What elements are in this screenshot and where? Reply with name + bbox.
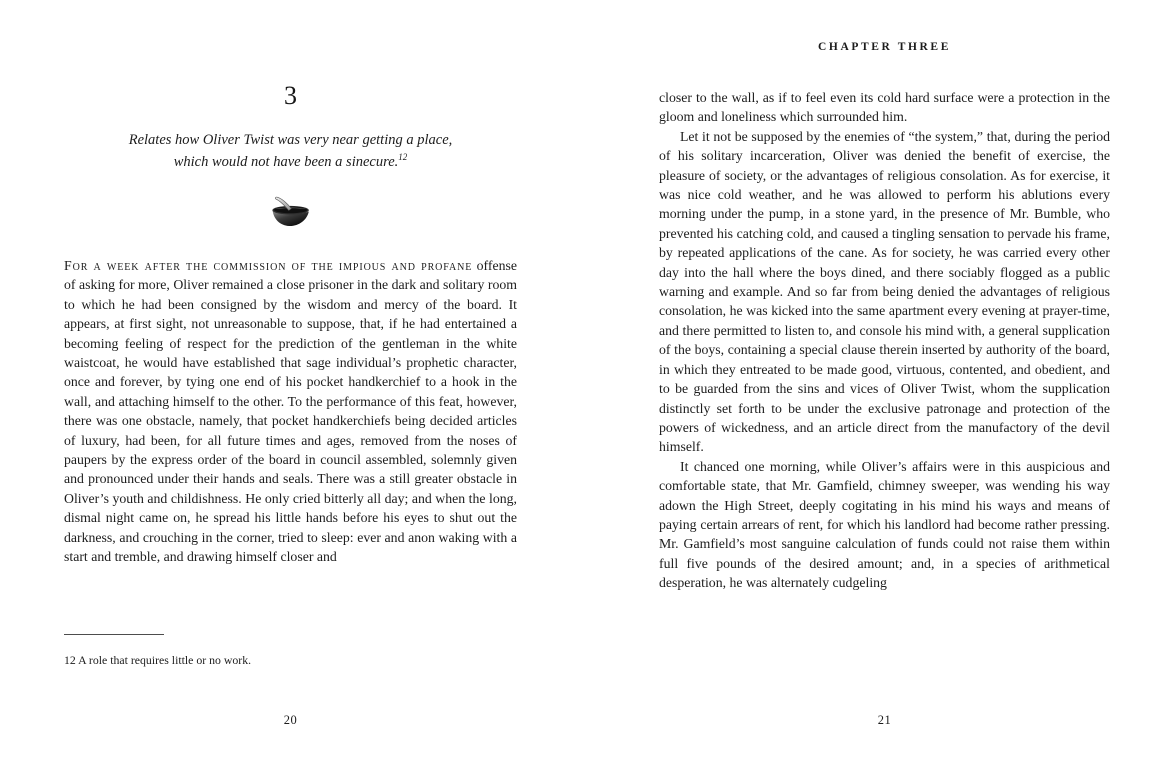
subtitle-footnote-reference: 12 — [398, 151, 408, 162]
body-paragraph-text: offense of asking for more, Oliver remained a close prisoner in the dark and solitary room to which he had been consigned by the wisdom and mercy of the board. It appears, at first sight, not unreasonable to suppose, that, if he had entertained a becoming feeling of respect for the prediction of the gentleman in the white waistcoat, he would have established that sage individual’s prophetic character, once and forever, by tying one end of his pocket handkerchief to a hook in the wall, and attaching himself to the other. To the performance of this feat, however, there was one obstacle, namely, that pocket handkerchiefs being decided articles of luxury, had been, for all future times and ages, removed from the noses of paupers by the express order of the board in council assembled, solemnly given and pronounced under their hands and seals. There was a still greater obstacle in Oliver’s youth and childishness. He only cried bitterly all day; and when the long, dismal night came on, he spread his little hands before his eyes to shut out the darkness, and crouching in the corner, tried to sleep: ever and anon waking with a start and tremble, and drawing himself closer and — [64, 258, 517, 565]
right-page — [659, 0, 1110, 768]
porridge-bowl-icon — [267, 194, 315, 231]
body-paragraph: Let it not be supposed by the enemies of “the system,” that, during the period of his solitary incarceration, Oliver was denied the benefit of exercise, the pleasure of society, or the advantages of religious consolation. As for exercise, it was nice cold weather, and he was allowed to perform his ablutions every morning under the pump, in a stone yard, in the presence of Mr. Bumble, who prevented his catching cold, and caused a tingling sensation to pervade his frame, by repeated applications of the cane. As for society, he was carried every other day into the hall where the boys dined, and there sociably flogged as a public warning and example. And so far from being denied the advantages of religious consolation, he was kicked into the same apartment every evening at prayer-time, and there permitted to listen to, and console his mind with, a general supplication of the boys, containing a special clause therein inserted by authority of the board, in which they entreated to be made good, virtuous, contented, and obedient, and to be guarded from the sins and vices of Oliver Twist, whom the supplication distinctly set forth to be under the exclusive patronage and protection of the powers of wickedness, and an article direct from the manufactory of the devil himself. — [659, 128, 1110, 455]
left-page — [64, 0, 517, 768]
chapter-subtitle-line1: Relates how Oliver Twist was very near getting a place, — [128, 132, 453, 148]
footnote-marker: 12 — [64, 652, 76, 667]
running-header: CHAPTER THREE — [818, 41, 951, 53]
footnote-rule — [64, 634, 164, 635]
chapter-ornament — [64, 194, 517, 236]
left-page-body — [64, 256, 517, 567]
chapter-number: 3 — [284, 81, 297, 110]
body-paragraph — [64, 256, 517, 567]
right-page-body — [659, 88, 1110, 593]
small-caps-lead-in: For a week after the commission of the impious and profane — [64, 258, 473, 273]
body-paragraph: closer to the wall, as if to feel even its cold hard surface were a protection in the gloom and loneliness which surrounded him. — [659, 90, 1110, 125]
footnote-text: A role that requires little or no work. — [78, 652, 252, 667]
footnote — [64, 653, 517, 668]
chapter-subtitle-line2: which would not have been a sinecure. — [173, 153, 399, 170]
chapter-subtitle — [64, 130, 517, 173]
left-page-number: 20 — [283, 713, 298, 727]
body-paragraph: It chanced one morning, while Oliver’s affairs were in this auspicious and comfortable state, that Mr. Gamfield, chimney sweeper, was wending his way adown the High Street, deeply cogitating in his mind his ways and means of paying certain arrears of rent, for which his landlord had become rather pressing. Mr. Gamfield’s most sanguine calculation of funds could not raise them within full five pounds of the desired amount; and, in a species of arithmetical desperation, he was alternately cudgeling — [659, 458, 1110, 591]
right-page-number: 21 — [877, 713, 892, 727]
